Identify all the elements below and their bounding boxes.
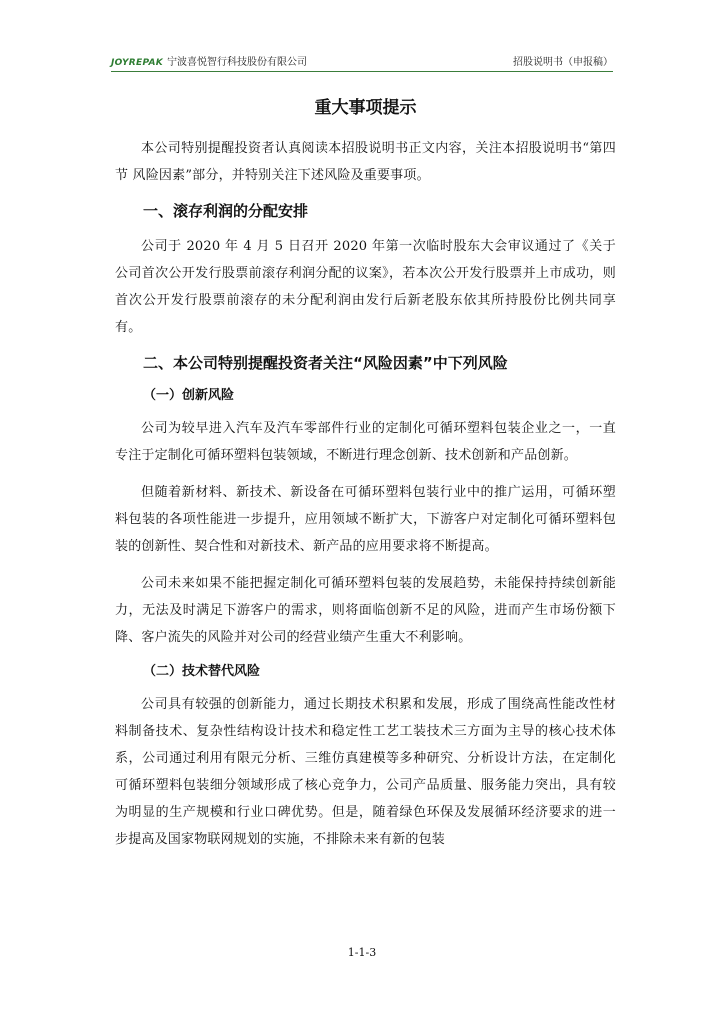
document-body xyxy=(115,95,616,863)
header-left xyxy=(111,53,307,68)
section-heading-risk-factors: 二、本公司特别提醒投资者关注“风险因素”中下列风险 xyxy=(143,354,508,372)
company-name: 宁波喜悦智行科技股份有限公司 xyxy=(167,57,308,68)
subsection-heading-technology-risk: （二）技术替代风险 xyxy=(143,664,261,679)
profit-distribution-paragraph: 公司于 2020 年 4 月 5 日召开 2020 年第一次临时股东大会审议通过了《关于公司首次公开发行股票前滚存利润分配的议案》，若本次公开发行股票并上市成功，则首次公开发行股票前滚存的未分配利润由发行后新老股东依其所持股份比例共同享有。 xyxy=(115,239,616,335)
document-label: 招股说明书（申报稿） xyxy=(513,57,613,68)
page-header xyxy=(111,50,613,72)
subsection-heading-innovation-risk: （一）创新风险 xyxy=(143,388,235,403)
page-number: 1-1-3 xyxy=(347,946,377,959)
technology-risk-paragraph-1: 公司具有较强的创新能力，通过长期技术积累和发展，形成了围绕高性能改性材料制备技术、复杂性结构设计技术和稳定性工艺工装技术三方面为主导的核心技术体系，公司通过利用有限元分析、三维仿真建模等多种研究、分析设计方法，在定制化可循环塑料包装细分领域形成了核心竞争力，公司产品质量、服务能力突出，具有较为明显的生产规模和行业口碑优势。但是，随着绿色环保及发展循环经济要求的进一步提高及国家物联网规划的实施，不排除未来有新的包装 xyxy=(115,697,616,847)
section-heading-profit-distribution: 一、滚存利润的分配安排 xyxy=(143,202,309,220)
company-logo: JOYREPAK xyxy=(111,58,164,68)
innovation-risk-paragraph-1: 公司为较早进入汽车及汽车零部件行业的定制化可循环塑料包装企业之一，一直专注于定制化可循环塑料包装领域，不断进行理念创新、技术创新和产品创新。 xyxy=(115,421,616,463)
page-title: 重大事项提示 xyxy=(314,98,417,118)
intro-paragraph: 本公司特别提醒投资者认真阅读本招股说明书正文内容，关注本招股说明书“第四节 风险因素”部分，并特别关注下述风险及重要事项。 xyxy=(115,141,616,183)
innovation-risk-paragraph-3: 公司未来如果不能把握定制化可循环塑料包装的发展趋势，未能保持持续创新能力，无法及时满足下游客户的需求，则将面临创新不足的风险，进而产生市场份额下降、客户流失的风险并对公司的经营业绩产生重大不利影响。 xyxy=(115,576,616,645)
innovation-risk-paragraph-2: 但随着新材料、新技术、新设备在可循环塑料包装行业中的推广运用，可循环塑料包装的各项性能进一步提升，应用领域不断扩大，下游客户对定制化可循环塑料包装的创新性、契合性和对新技术、新产品的应用要求将不断提高。 xyxy=(115,485,616,554)
